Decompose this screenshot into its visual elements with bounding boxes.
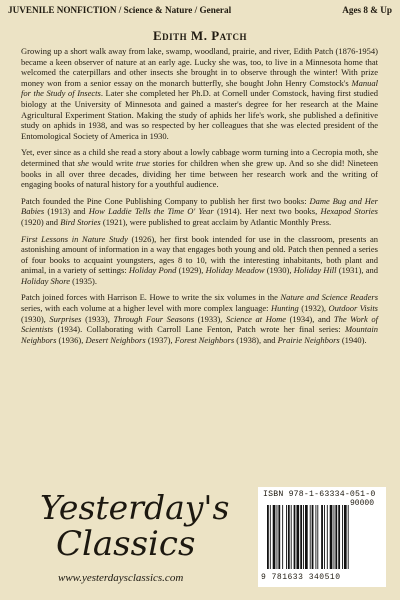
- paragraph-text: Yet, ever since as a child she read a story about a lowly cabbage worm turning into a Cecropia moth, she determined that: [21, 147, 378, 168]
- paragraph-text: (1933),: [81, 313, 114, 324]
- description-text: [21, 46, 378, 351]
- book-title-text: Mountain Neighbors: [21, 324, 378, 345]
- book-title-text: Hexapod Stories: [320, 206, 378, 217]
- book-title-text: Holiday Pond: [128, 265, 177, 276]
- logo-line-1: Yesterday's: [40, 488, 230, 527]
- barcode-bar: [324, 505, 325, 569]
- category-label: JUVENILE NONFICTION / Science & Nature / General: [8, 4, 232, 15]
- age-range-label: Ages 8 & Up: [342, 4, 392, 15]
- paragraph-text: (1933),: [194, 313, 226, 324]
- barcode-bar: [348, 505, 349, 569]
- paragraph-text: (1935).: [70, 275, 97, 286]
- barcode-bar: [296, 505, 299, 569]
- barcode-bar: [288, 505, 290, 569]
- paragraph-text: stories for children when she grew up. And so she did! Nineteen books in all over three decades, dividing her time between her research work and the writing of engaging books of natural history for a youthful audience.: [21, 157, 379, 190]
- book-title-text: Holiday Shore: [21, 275, 71, 286]
- book-title-text: Outdoor Visits: [328, 303, 378, 314]
- paragraph-text: (1913) and: [44, 206, 89, 217]
- barcode-bar: [300, 505, 302, 569]
- paragraph-text: (1930),: [264, 265, 294, 276]
- paragraph-text: Patch joined forces with Harrison E. Howe to write the six volumes in the: [21, 292, 281, 303]
- barcode-bar: [277, 505, 278, 569]
- book-title-text: Science at Home: [225, 313, 287, 324]
- paragraph: [21, 196, 378, 228]
- paragraph-text: series, with each volume at a higher level with more complex language:: [21, 303, 271, 314]
- paragraph-text: Patch founded the Pine Cone Publishing Company to publish her first two books:: [21, 195, 310, 206]
- barcode-bar: [273, 505, 276, 569]
- paragraph-text: (1940).: [339, 334, 367, 345]
- barcode-bar: [344, 505, 347, 569]
- paragraph-text: (1931), and: [336, 265, 379, 276]
- paragraph: [21, 292, 378, 345]
- barcode-bar: [303, 505, 304, 569]
- paragraph: [21, 46, 378, 141]
- paragraph-text: (1920) and: [21, 216, 61, 227]
- paragraph-text: (1934). Collaborating with Carroll Lane Fenton, Patch wrote her final series:: [53, 324, 345, 335]
- paragraph-text: (1937),: [145, 334, 175, 345]
- barcode-digits: 9 781633 340510: [261, 573, 341, 582]
- paragraph-text: (1930),: [21, 313, 50, 324]
- book-title-text: The Work of Scientists: [21, 313, 379, 335]
- publisher-logo: [40, 490, 229, 563]
- category-bar: [0, 0, 400, 19]
- paragraph-text: (1934), and: [286, 313, 334, 324]
- book-title-text: she: [77, 157, 89, 168]
- barcode-bar: [312, 505, 314, 569]
- paragraph-text: (1932),: [298, 303, 329, 314]
- paragraph-text: (1926), her first book intended for use in the classroom, presents an astonishing amount of information in a way that engages both young and old. Patch then penned a series of four books to acquaint youngsters, ages 8 to 10, with the interesting inhabitants, both plant and animal, in a variety of settings:: [21, 233, 378, 276]
- book-title-text: How Laddie Tells the Time O' Year: [88, 206, 214, 217]
- barcode-bar: [338, 505, 340, 569]
- isbn-barcode: [258, 487, 386, 587]
- book-title-text: Prairie Neighbors: [277, 334, 340, 345]
- paragraph-text: Growing up a short walk away from lake, swamp, woodland, prairie, and river, Edith Patch (1876-1954) became a keen observer of nature at an early age. Lucky she was, too, to live in a Minnesota home that welcomed the caterpillars and other insects she brought in to observe through the winter! With prize money won from a senior essay on the monarch butterfly, she bought John Henry Comstock's: [21, 46, 378, 88]
- barcode-bar: [282, 505, 283, 569]
- book-title-text: Hunting: [270, 303, 299, 314]
- barcode-bar: [286, 505, 287, 569]
- book-title-text: First Lessons in Nature Study: [21, 233, 128, 244]
- barcode-bars: [265, 501, 381, 571]
- book-title-text: Through Four Seasons: [113, 313, 194, 324]
- barcode-bar: [315, 505, 316, 569]
- book-title-text: Holiday Hill: [293, 265, 337, 276]
- paragraph-text: would write: [88, 157, 137, 168]
- book-title-text: Bird Stories: [60, 216, 101, 227]
- book-title-text: Dame Bug and Her Babies: [21, 195, 378, 217]
- barcode-bar: [305, 505, 308, 569]
- barcode-bar: [327, 505, 328, 569]
- paragraph: [21, 147, 378, 189]
- book-title-text: Manual for the Study of Insects: [21, 77, 378, 99]
- logo-line-2: Classics: [56, 524, 196, 564]
- barcode-bar: [294, 505, 296, 569]
- paragraph-text: . Later she completed her Ph.D. at Cornell under Comstock, having first studied biology at the University of Minnesota and gained a master's degree for her research at the Maine Agricultural Experiment Station. Making the study of aphids her life's work, she published a definitive study on aphids in 1938, and was so respected by her colleagues that she was elected president of the Entomological Society of America in 1930.: [21, 88, 378, 141]
- barcode-bar: [334, 505, 335, 569]
- book-title-text: Nature and Science Readers: [280, 292, 378, 303]
- barcode-bar: [278, 505, 280, 569]
- book-title-text: Desert Neighbors: [85, 334, 146, 345]
- publisher-url: www.yesterdaysclassics.com: [58, 572, 184, 584]
- paragraph-text: (1938), and: [234, 334, 278, 345]
- author-title: Edith M. Patch: [153, 28, 247, 43]
- barcode-bar: [291, 505, 292, 569]
- paragraph: [21, 234, 378, 287]
- barcode-bar: [321, 505, 323, 569]
- barcode-bar: [267, 505, 269, 569]
- paragraph-text: (1936),: [56, 334, 86, 345]
- barcode-bar: [270, 505, 271, 569]
- barcode-bar: [330, 505, 333, 569]
- price-code: 90000: [350, 499, 375, 508]
- book-title-text: Forest Neighbors: [174, 334, 235, 345]
- paragraph-text: (1921), were published to great acclaim by Atlantic Monthly Press.: [100, 216, 332, 227]
- barcode-bar: [342, 505, 343, 569]
- barcode-bar: [335, 505, 337, 569]
- barcode-bar: [317, 505, 318, 569]
- isbn-text: ISBN 978-1-63334-051-0: [263, 490, 376, 499]
- book-title-text: Holiday Meadow: [205, 265, 265, 276]
- book-title-text: true: [136, 157, 150, 168]
- book-title-text: Surprises: [49, 313, 82, 324]
- paragraph-text: (1914). Her next two books,: [213, 206, 321, 217]
- paragraph-text: (1929),: [176, 265, 206, 276]
- barcode-bar: [310, 505, 311, 569]
